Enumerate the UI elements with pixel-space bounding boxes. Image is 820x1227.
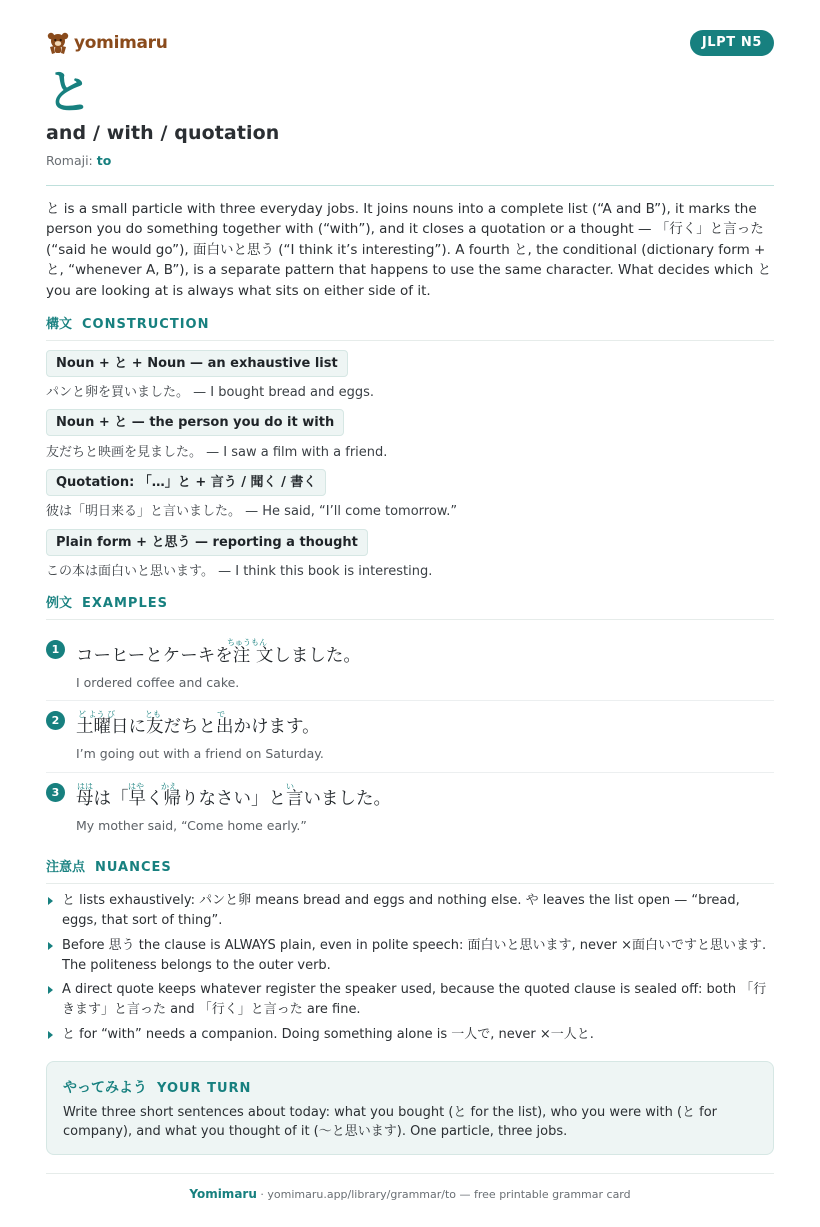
pattern-example: パンと卵を買いました。 — I bought bread and eggs.: [46, 385, 375, 400]
brand-logo[interactable]: [46, 30, 168, 56]
caret-right-icon: [48, 897, 53, 905]
headword: と: [46, 65, 92, 119]
pattern-example: 友だちと映画を見ました。 — I saw a film with a friend.: [46, 445, 388, 460]
pattern-example: この本は面白いと思います。 — I think this book is interesting.: [46, 564, 433, 579]
nuance-text: A direct quote keeps whatever register the speaker used, because the quoted clause is sealed off: both 「行きます」と言った and 「行く」と言った are fine.: [62, 982, 767, 1017]
nuance-text: と lists exhaustively: パンと卵 means bread and eggs and nothing else. や leaves the list open — “bread, eggs, that sort of thing”.: [62, 893, 740, 928]
furigana: い: [286, 782, 294, 791]
nuances-heading: [46, 856, 774, 884]
caret-right-icon: [48, 1031, 53, 1039]
nuance-item: [46, 980, 774, 1019]
romaji-value: to: [96, 153, 112, 168]
example-japanese: 土曜日に友だちと出かけます。: [76, 717, 320, 737]
meaning: and / with / quotation: [46, 122, 280, 144]
your-turn-jp-label: やってみよう: [63, 1080, 147, 1096]
intro-paragraph: と is a small particle with three everyday jobs. It joins nouns into a complete list (“A and B”), it marks the person you do something together with (“with”), and it closes a quotation or a thought — 「行く」と言った (“said he would go”), 面白いと思う (“I think it’s interesting”). A fourth と, the conditional (dictionary form + と, “whenever A, B”), is a separate pattern that happens to use the same character. What decides which と you are looking at is always what sits on either side of it.: [46, 201, 772, 299]
section-en-label: NUANCES: [95, 860, 172, 875]
footer-divider: [46, 1173, 774, 1174]
grammar-card: [46, 0, 774, 1227]
example-number: 3: [46, 783, 65, 802]
furigana: ど よう び: [78, 710, 116, 719]
caret-right-icon: [48, 986, 53, 994]
pattern-label: Quotation: 「…」と + 言う / 聞く / 書く: [46, 469, 326, 496]
divider: [46, 185, 774, 186]
level-badge: JLPT N5: [690, 30, 774, 56]
divider: [46, 700, 774, 701]
footer: [46, 1187, 774, 1201]
examples-heading: [46, 592, 774, 620]
furigana: とも: [145, 710, 161, 719]
furigana: で: [217, 710, 225, 719]
bear-mascot-icon: [46, 31, 70, 55]
furigana: はは: [77, 782, 93, 791]
section-jp-label: 構文: [46, 317, 73, 332]
furigana: はや: [128, 782, 144, 791]
furigana: かえ: [161, 782, 177, 791]
caret-right-icon: [48, 942, 53, 950]
example-japanese: 母は「早く帰りなさい」と言いました。: [76, 789, 391, 809]
brand-name: yomimaru: [74, 33, 168, 53]
example-item: [46, 781, 774, 841]
nuance-text: と for “with” needs a companion. Doing something alone is 一人で, never ×一人と.: [62, 1027, 594, 1042]
your-turn-heading: [63, 1077, 251, 1097]
footer-text: · yomimaru.app/library/grammar/to — free printable grammar card: [256, 1188, 631, 1201]
example-english: I’m going out with a friend on Saturday.: [76, 746, 324, 761]
nuance-item: [46, 936, 774, 975]
pattern-label: Noun + と — the person you do it with: [46, 409, 344, 436]
example-item: [46, 709, 774, 779]
nuance-text: Before 思う the clause is ALWAYS plain, even in polite speech: 面白いと思います, never ×面白いですと思います. The politeness belongs to the outer verb.: [62, 938, 767, 973]
divider: [46, 772, 774, 773]
pattern-label: Plain form + と思う — reporting a thought: [46, 529, 368, 556]
example-english: My mother said, “Come home early.”: [76, 818, 307, 833]
example-english: I ordered coffee and cake.: [76, 675, 240, 690]
section-jp-label: 例文: [46, 596, 73, 611]
pattern-label: Noun + と + Noun — an exhaustive list: [46, 350, 348, 377]
section-en-label: CONSTRUCTION: [82, 317, 210, 332]
your-turn-en-label: YOUR TURN: [157, 1081, 252, 1096]
footer-brand[interactable]: Yomimaru: [189, 1187, 257, 1201]
construction-heading: [46, 313, 774, 341]
section-en-label: EXAMPLES: [82, 596, 168, 611]
romaji-line: [46, 153, 111, 168]
example-number: 2: [46, 711, 65, 730]
section-jp-label: 注意点: [46, 860, 86, 875]
example-item: [46, 637, 774, 707]
nuance-item: [46, 1025, 774, 1045]
example-number: 1: [46, 640, 65, 659]
example-japanese: コーヒーとケーキを注 文しました。: [76, 646, 361, 666]
furigana: ちゅうもん: [227, 638, 267, 647]
pattern-example: 彼は「明日来る」と言いました。 — He said, “I’ll come tomorrow.”: [46, 504, 458, 519]
your-turn-box: [46, 1061, 774, 1155]
romaji-label: Romaji:: [46, 153, 93, 168]
your-turn-text: Write three short sentences about today: what you bought (と for the list), who you were with (と for company), and what you thought of it (〜と思います). One particle, three jobs.: [63, 1105, 718, 1139]
nuance-item: [46, 891, 774, 930]
